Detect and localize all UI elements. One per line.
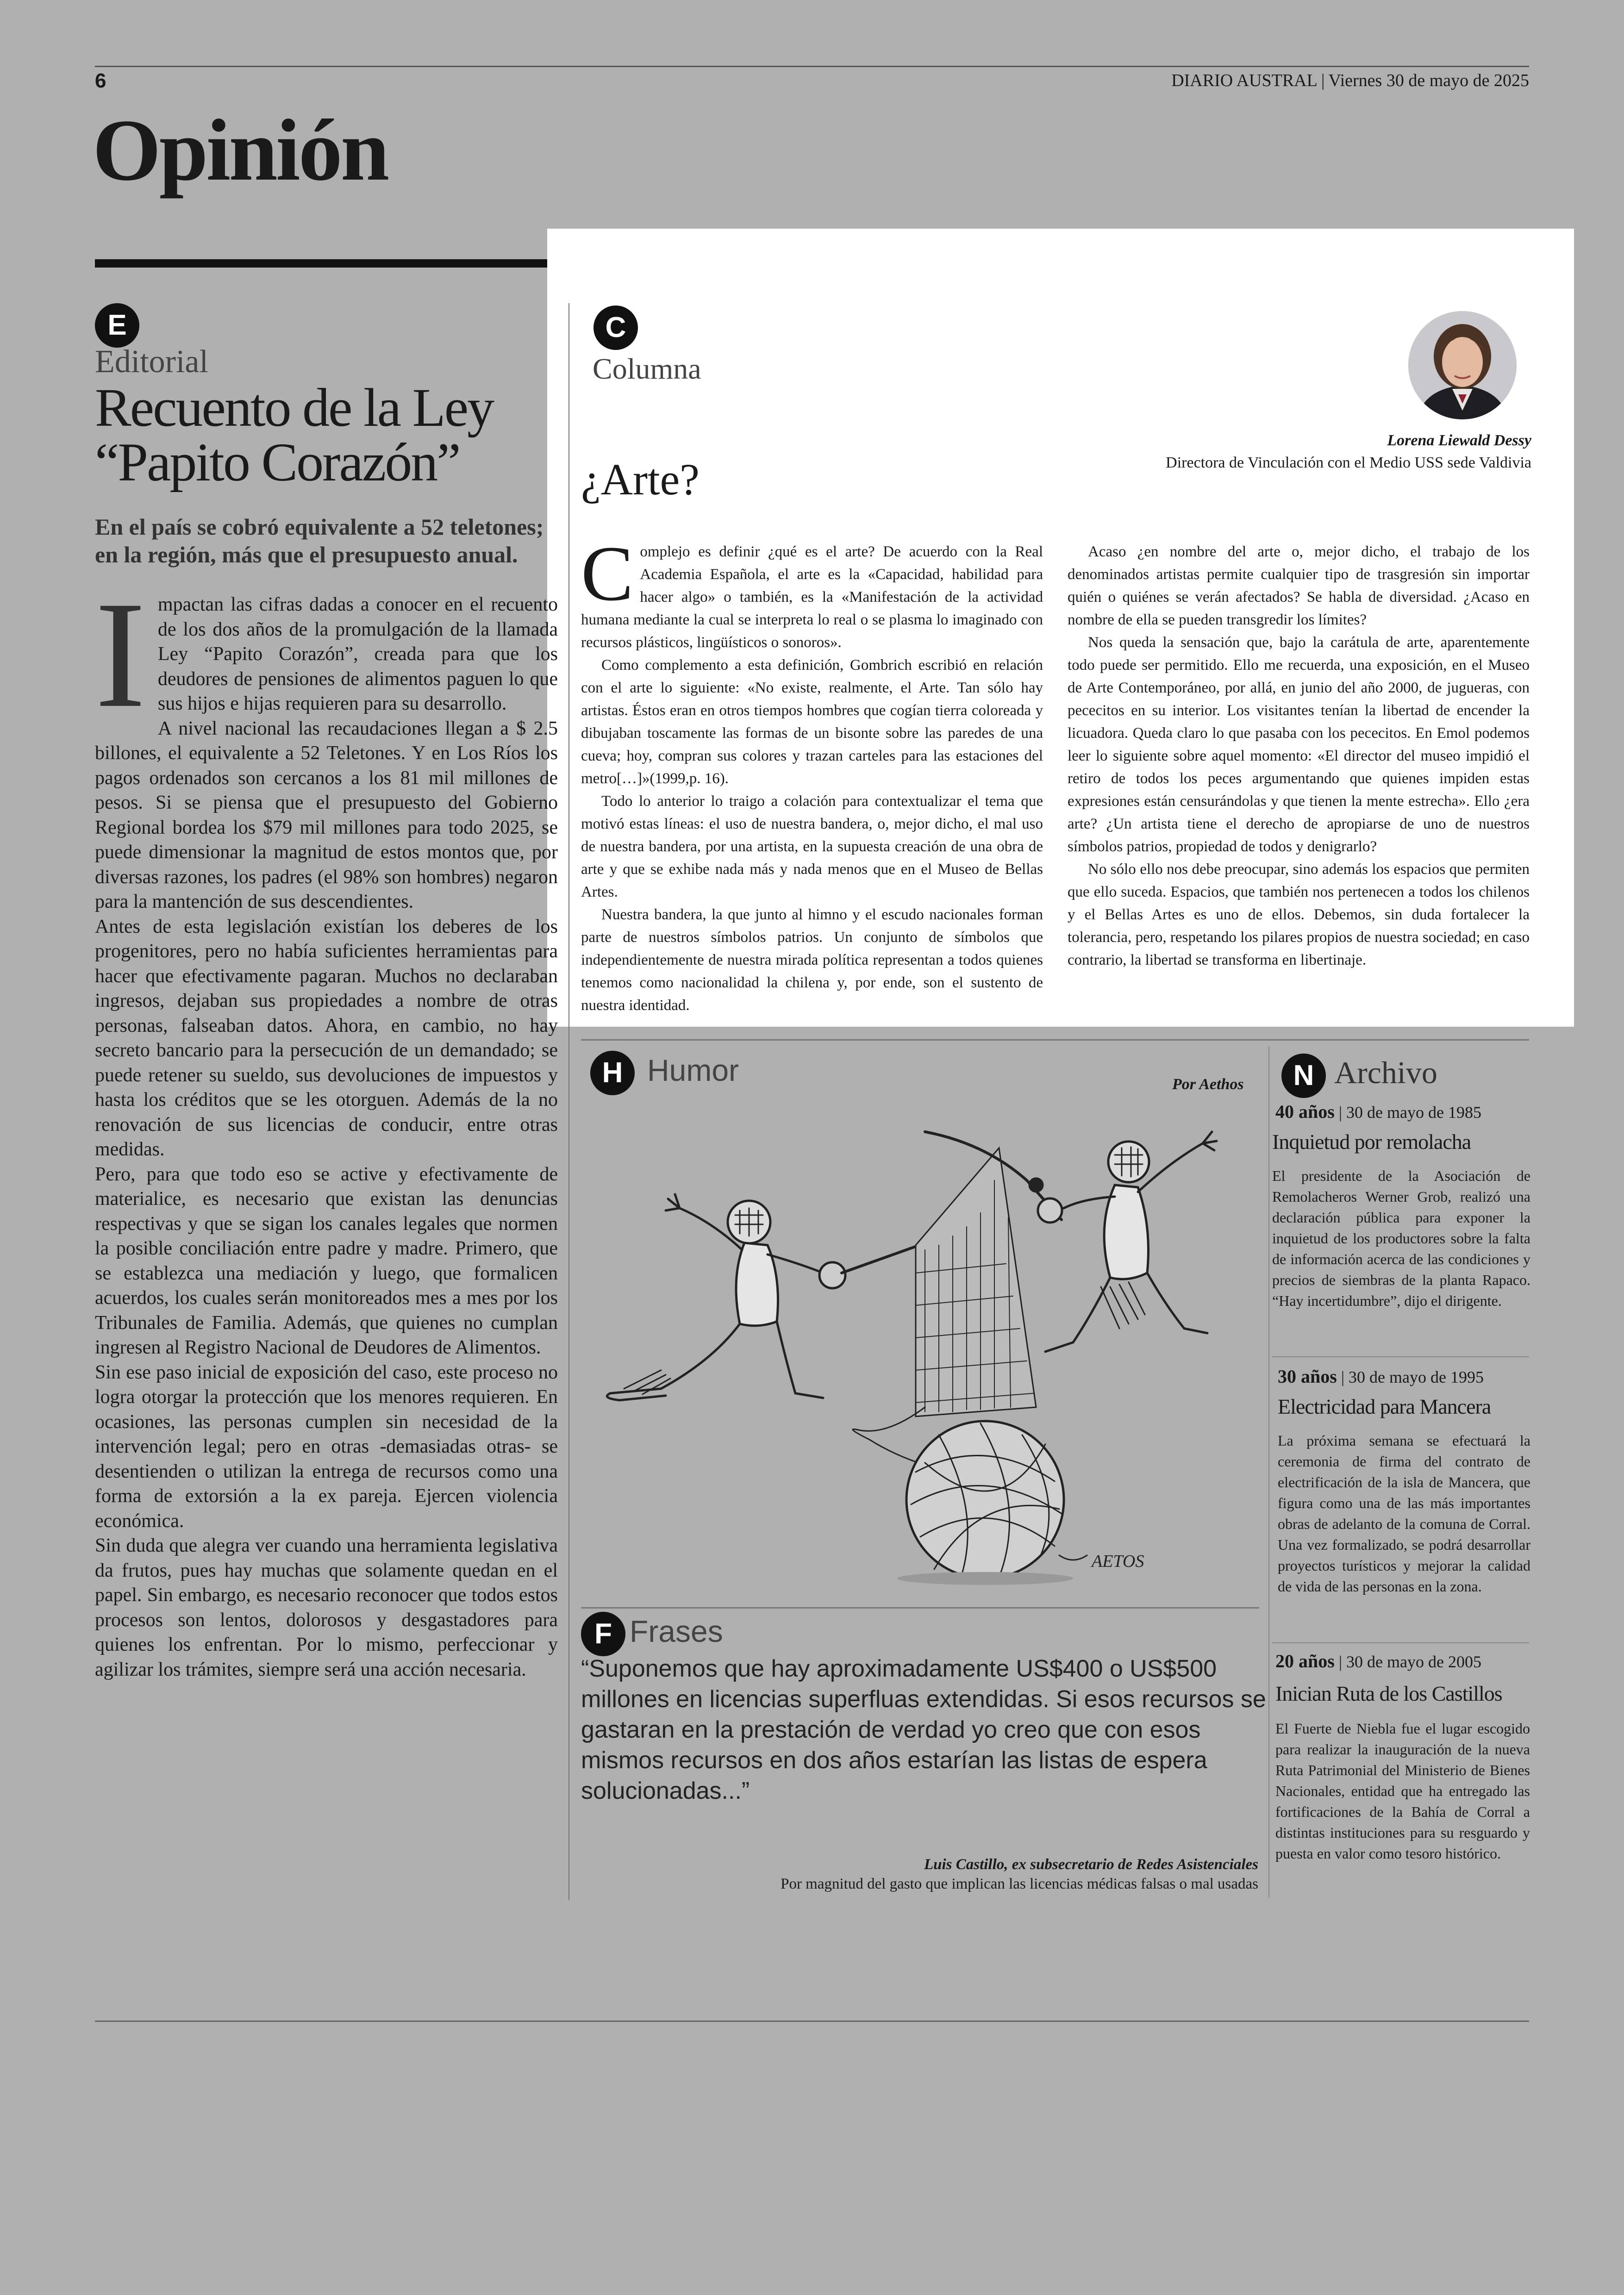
editorial-paragraph: Impactan las cifras dadas a conocer en el recuento de los dos años de la promulgación de la llamada Ley “Papito Corazón”, creada para que los deudores de pensiones de alimentos paguen lo que sus hijos e hijas requieren para su desarrollo. xyxy=(95,570,558,739)
archivo-item-headline: Inician Ruta de los Castillos xyxy=(1275,1682,1502,1705)
archivo-item-rule xyxy=(1272,1356,1529,1357)
editorial-paragraph: Pero, para que todo eso se active y efectivamente de materialice, es necesario que existan las denuncias respectivas y que se sigan los canales legales que normen la posible conciliación entre padre y madre. Primero, que se establezca una mediación y luego, que formalicen acuerdos, los cuales serán monitoreados mes a mes por los Tribunales de Familia. Además, que quienes no cumplan ingresen al Registro Nacional de Deudores de Alimentos. xyxy=(95,1163,558,1358)
archivo-column-divider xyxy=(1268,1046,1269,1898)
column-label: Columna xyxy=(593,352,701,385)
frases-quote: “Suponemos que hay aproximadamente US$400 o US$500 millones en licencias superfluas extendidas. Si esos recursos se gastaran en la prestación de verdad yo creo que con esos mismos recursos en dos años estarían las listas de espera solucionadas...” xyxy=(581,1655,1266,1804)
column-byline xyxy=(1166,430,1531,474)
editorial-paragraph: Antes de esta legislación existían los deberes de los progenitores, pero no había suficientes herramientas para hacer que efectivamente pagaran. Muchos no declaraban ingresos, dejaban sus propiedades a nombre de otras personas, falseaban datos. Ahora, en cambio, no hay secreto bancario para la persecución de un demandado; se puede retener su sueldo, sus devoluciones de impuestos y hasta los créditos que se les otorguen. Además de la no renovación de sus licencias de conducir, entre otras medidas. xyxy=(95,916,558,1160)
humor-label: Humor xyxy=(647,1053,739,1087)
editorial-headline-line1: Recuento de la Ley xyxy=(95,377,493,438)
page-number: 6 xyxy=(95,69,106,92)
editorial-paragraph: Sin duda que alegra ver cuando una herramienta legislativa da frutos, pues hay muchas que solamente quedan en el papel. Sin embargo, es necesario reconocer que todos estos procesos son lentos, dolorosos y desgastadores para quienes los enfrentan. Por lo mismo, perfeccionar y agilizar los trámites, siempre será una acción necesaria. xyxy=(95,1535,558,1680)
author-portrait-icon xyxy=(1408,311,1517,419)
column-text-col2 xyxy=(1068,541,1530,972)
column-author-role: Directora de Vinculación con el Medio USS sede Valdivia xyxy=(1166,454,1531,471)
column-paragraph: No sólo ello nos debe preocupar, sino además los espacios que permiten que ello suceda. Espacios, que también nos pertenecen a todos los chilenos y el Bellas Artes es uno de ellos. Debemos, sin duda fortalecer la tolerancia, pero, respetando los pilares propios de nuestra sociedad; en caso contrario, la libertad se transforma en libertinaje. xyxy=(1068,861,1530,968)
frases-author: Luis Castillo, ex subsecretario de Redes Asistenciales xyxy=(924,1856,1258,1873)
author-avatar xyxy=(1408,311,1517,419)
archivo-item-date: 20 años | 30 de mayo de 2005 xyxy=(1275,1651,1481,1671)
humor-badge: H xyxy=(590,1051,635,1095)
publication-name: DIARIO AUSTRAL xyxy=(1171,71,1318,90)
archivo-item-body: El presidente de la Asociación de Remolacheros Werner Grob, realizó una declaración pública para exponer la inquietud de los productores sobre la falta de información acerca de las condiciones y precios de siembras de la planta Rapaco. “Hay incertidumbre”, dijo el dirigente. xyxy=(1272,1167,1530,1309)
column-author: Lorena Liewald Dessy xyxy=(1387,432,1531,449)
editorial-paragraph: Sin ese paso inicial de exposición del caso, este proceso no logra otorgar la protección que los menores requieren. En ocasiones, las personas cumplen sin necesidad de la intervención legal; pero en otras -demasiadas otras- se desentienden o utilizan la entrega de recursos como una forma de extorsión a la ex pareja. Ejercen violencia económica. xyxy=(95,1361,558,1532)
frases-context: Por magnitud del gasto que implican las licencias médicas falsas o mal usadas xyxy=(781,1876,1258,1892)
column-title: ¿Arte? xyxy=(581,455,700,504)
archivo-item-body: El Fuerte de Niebla fue el lugar escogido para realizar la inauguración de la nueva Ruta Patrimonial del Ministerio de Bienes Nacionales, entidad que ha entregado las fortificaciones de la Bahía de Corral a distintas instituciones para su resguardo y puesta en valor como tesoro histórico. xyxy=(1275,1720,1530,1862)
humor-cartoon xyxy=(582,1111,1259,1592)
section-title: Opinión xyxy=(93,102,388,199)
column-paragraph: Como complemento a esta definición, Gombrich escribió en relación con el arte lo siguiente: «No existe, realmente, el Arte. Tan sólo hay artistas. Éstos eran en otros tiempos hombres que cogían tierra coloreada y dibujaban toscamente las formas de un bisonte sobre las paredes de una cueva; hoy, compran sus colores y trazan carteles para las estaciones del metro[…]»(1999,p. 16). xyxy=(581,657,1043,787)
editorial-badge: E xyxy=(95,303,139,348)
column-paragraph: Nos queda la sensación que, bajo la carátula de arte, aparentemente todo puede ser permitido. Ello me recuerda, una exposición, en el Museo de Arte Contemporáneo, por allá, en junio del año 2000, de jugueras, con pececitos en su interior. Los visitantes tenían la libertad de encender la licuadora. Queda claro lo que pasaba con los pececitos. En Emol podemos leer lo siguiente sobre aquel momento: «El director del museo impidió el retiro de todos los peces argumentando que quienes impiden estas expresiones están censurándolas y que tienen la mente estrecha». Ello ¿era arte? ¿Un artista tiene el derecho de apropiarse de uno de nuestros símbolos patrios, propiedad de todos y denigrarlo? xyxy=(1068,634,1530,855)
masthead: DIARIO AUSTRAL | Viernes 30 de mayo de 2025 xyxy=(1171,71,1529,90)
column-paragraph: Complejo es definir ¿qué es el arte? De acuerdo con la Real Academia Española, el arte es la «Capacidad, habilidad para hacer algo» o también, es la «Manifestación de la actividad humana mediante la cual se interpreta lo real o se plasma lo imaginado con recursos plásticos, lingüísticos o sonoros». xyxy=(581,530,1043,651)
cartoon-signature: AETOS xyxy=(1092,1552,1144,1571)
archivo-label: Archivo xyxy=(1334,1055,1437,1090)
humor-credit: Por Aethos xyxy=(1172,1076,1244,1093)
fencing-cartoon-icon xyxy=(582,1111,1259,1592)
editorial-headline-line2: “Papito Corazón” xyxy=(95,432,460,493)
archivo-badge: N xyxy=(1281,1054,1326,1098)
column-text-col1 xyxy=(581,530,1043,1017)
archivo-item-headline: Electricidad para Mancera xyxy=(1278,1395,1491,1418)
editorial-body xyxy=(95,570,558,1682)
archivo-item-date: 40 años | 30 de mayo de 1985 xyxy=(1275,1101,1481,1122)
editorial-deck: En el país se cobró equivalente a 52 teletones; en la región, más que el presupuesto anual. xyxy=(95,514,544,568)
bottom-rule xyxy=(95,2021,1529,2022)
editorial-paragraph: A nivel nacional las recaudaciones llegan a $ 2.5 billones, el equivalente a 52 Teletones. Y en Los Ríos los pagos ordenados son cercanos a los 81 mil millones de pesos. Si se piensa que el presupuesto del Gobierno Regional bordea los $79 mil millones para todo 2025, se puede dimensionar la magnitud de estos montos que, por diversas razones, los padres (el 98% son hombres) negaron para la mantención de sus descendientes. xyxy=(95,717,558,912)
column-paragraph: Nuestra bandera, la que junto al himno y el escudo nacionales forman parte de nuestros símbolos patrios. Un conjunto de símbolos que independientemente de nuestra mirada política representan a todos quienes tenemos como nacionalidad la chilena y, por ende, son el sustento de nuestra identidad. xyxy=(581,906,1043,1014)
top-rule xyxy=(95,66,1529,67)
archivo-item-rule xyxy=(1272,1642,1529,1643)
frases-badge: F xyxy=(581,1612,625,1656)
column-paragraph: Acaso ¿en nombre del arte o, mejor dicho, el trabajo de los denominados artistas permite cualquier tipo de trasgresión sin importar quién o quiénes se verán afectados? Se habla de diversidad. ¿Acaso en nombre de ella se pueden transgredir los límites? xyxy=(1068,543,1530,628)
archivo-item-body: La próxima semana se efectuará la ceremonia de firma del contrato de electrificación de la isla de Mancera, que figura como una de las más importantes obras de adelanto de la comuna de Corral. Una vez formalizado, se podrá desarrollar proyectos turísticos y mejorar la calidad de vida de las personas en la zona. xyxy=(1278,1432,1530,1595)
column-paragraph: Todo lo anterior lo traigo a colación para contextualizar el tema que motivó estas líneas: el uso de nuestra bandera, o, mejor dicho, el mal uso de nuestra bandera, por una artista, en la supuesta creación de una obra de arte y que se exhibe nada más y nada menos que en el Museo de Bellas Artes. xyxy=(581,793,1043,900)
editorial-label: Editorial xyxy=(95,344,208,380)
editorial-column-divider xyxy=(568,303,569,1900)
lower-section-rule xyxy=(581,1039,1529,1041)
publication-date: Viernes 30 de mayo de 2025 xyxy=(1328,71,1529,90)
editorial-headline xyxy=(95,377,562,493)
archivo-item-headline: Inquietud por remolacha xyxy=(1272,1130,1471,1154)
archivo-item-date: 30 años | 30 de mayo de 1995 xyxy=(1278,1366,1484,1387)
column-badge: C xyxy=(593,306,638,350)
frases-rule xyxy=(581,1607,1259,1609)
frases-label: Frases xyxy=(630,1614,723,1648)
editorial-drop-cap: I xyxy=(95,570,146,739)
column-drop-cap: C xyxy=(581,530,634,617)
